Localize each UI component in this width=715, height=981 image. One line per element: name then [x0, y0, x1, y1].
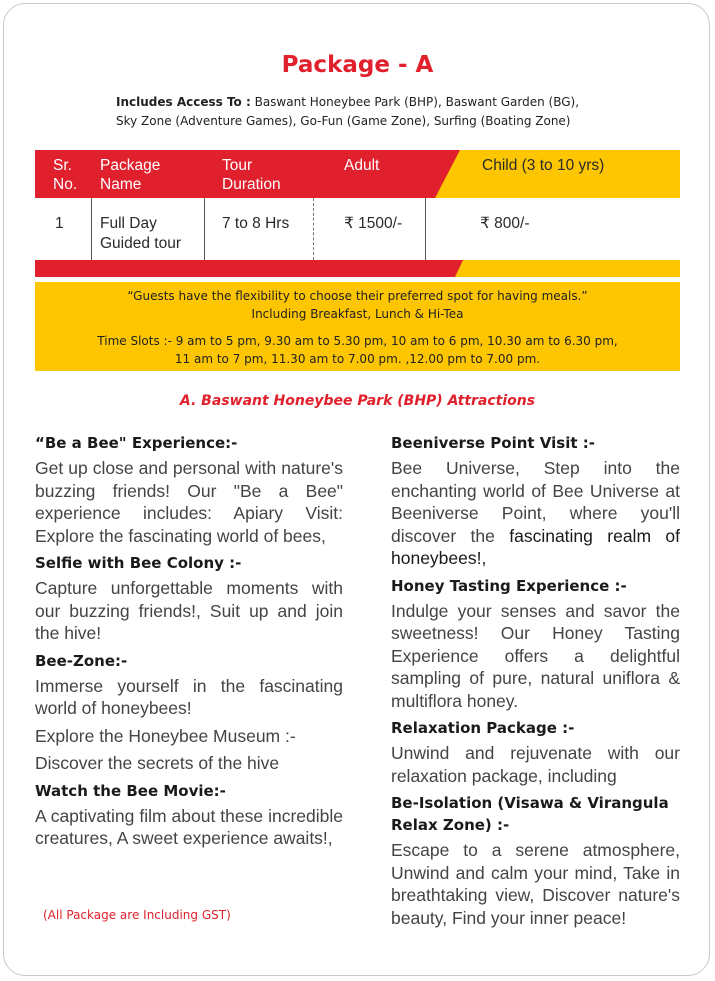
header-tour: Tour Duration	[222, 157, 281, 193]
be-isolation-heading: Be-Isolation (Visawa & Virangula Relax Zone) :-	[391, 794, 669, 834]
be-isolation-text: Escape to a serene atmosphere, Unwind and calm your mind, Take in breathtaking view, Discover nature's beauty, Find your inner peace!	[391, 840, 680, 928]
beeniverse-text: Bee Universe, Step into the enchanting world of Bee Universe at Beeniverse Point, where you'll discover the fascinating realm of honeybees!,	[391, 458, 680, 568]
attractions-right-column	[391, 428, 680, 934]
row-adult-price: ₹ 1500/-	[344, 215, 403, 232]
header-package: Package Name	[100, 157, 161, 193]
col-divider	[313, 198, 315, 260]
time-slots-line-1: Time Slots :- 9 am to 5 pm, 9.30 am to 5.30 pm, 10 am to 6 pm, 10.30 am to 6.30 pm,	[97, 334, 618, 348]
access-info	[116, 93, 636, 131]
table-header	[35, 150, 680, 198]
honey-tasting-heading: Honey Tasting Experience :-	[391, 576, 627, 595]
meal-flexibility-note: “Guests have the flexibility to choose their preferred spot for having meals.”	[127, 289, 588, 303]
bee-zone-heading: Bee-Zone:-	[35, 651, 128, 670]
col-divider	[204, 198, 205, 260]
access-line-2: Sky Zone (Adventure Games), Go-Fun (Game Zone), Surfing (Boating Zone)	[116, 114, 571, 128]
hive-secrets-text: Discover the secrets of the hive	[35, 753, 280, 773]
attractions-heading: A. Baswant Honeybee Park (BHP) Attractions	[179, 393, 536, 409]
meals-included: Including Breakfast, Lunch & Hi-Tea	[251, 307, 464, 321]
honey-tasting-text: Indulge your senses and savor the sweetness! Our Honey Tasting Experience offers a delightful sampling of pure, natural uniflora & multiflora honey.	[391, 600, 680, 711]
museum-text: Explore the Honeybee Museum :-	[35, 725, 296, 746]
page-title: Package - A	[281, 52, 434, 78]
table-footer-band	[35, 260, 680, 277]
relaxation-heading: Relaxation Package :-	[391, 719, 575, 737]
header-sr: Sr. No.	[53, 157, 78, 193]
attractions-left-column	[35, 428, 343, 855]
info-box	[35, 282, 680, 371]
row-duration: 7 to 8 Hrs	[222, 215, 290, 232]
col-divider	[91, 198, 92, 260]
row-sr: 1	[55, 215, 64, 232]
row-package: Full Day Guided tour	[100, 215, 181, 252]
be-a-bee-text: Get up close and personal with nature's buzzing friends! Our "Be a Bee" experience includes: Apiary Visit: Explore the fascinating world of bees,	[35, 458, 343, 546]
header-adult: Adult	[344, 157, 380, 174]
access-line-1: Baswant Honeybee Park (BHP), Baswant Garden (BG),	[250, 95, 580, 109]
beeniverse-heading: Beeniverse Point Visit :-	[391, 434, 595, 452]
relaxation-text: Unwind and rejuvenate with our relaxation package, including	[391, 743, 680, 786]
package-table	[35, 150, 680, 260]
gst-note: (All Package are Including GST)	[43, 908, 231, 922]
row-child-price: ₹ 800/-	[480, 215, 530, 232]
selfie-heading: Selfie with Bee Colony :-	[35, 554, 242, 572]
selfie-text: Capture unforgettable moments with our buzzing friends!, Suit up and join the hive!	[35, 578, 343, 643]
be-a-bee-heading: “Be a Bee" Experience:-	[35, 434, 238, 452]
bee-movie-heading: Watch the Bee Movie:-	[35, 781, 226, 800]
access-label: Includes Access To :	[116, 95, 251, 109]
col-divider	[425, 198, 426, 260]
header-child: Child (3 to 10 yrs)	[482, 157, 605, 174]
bee-zone-text: Immerse yourself in the fascinating world of honeybees!	[35, 675, 343, 718]
bee-movie-text: A captivating film about these incredible creatures, A sweet experience awaits!,	[35, 805, 343, 848]
time-slots-line-2: 11 am to 7 pm, 11.30 am to 7.00 pm. ,12.00 pm to 7.00 pm.	[174, 352, 541, 366]
